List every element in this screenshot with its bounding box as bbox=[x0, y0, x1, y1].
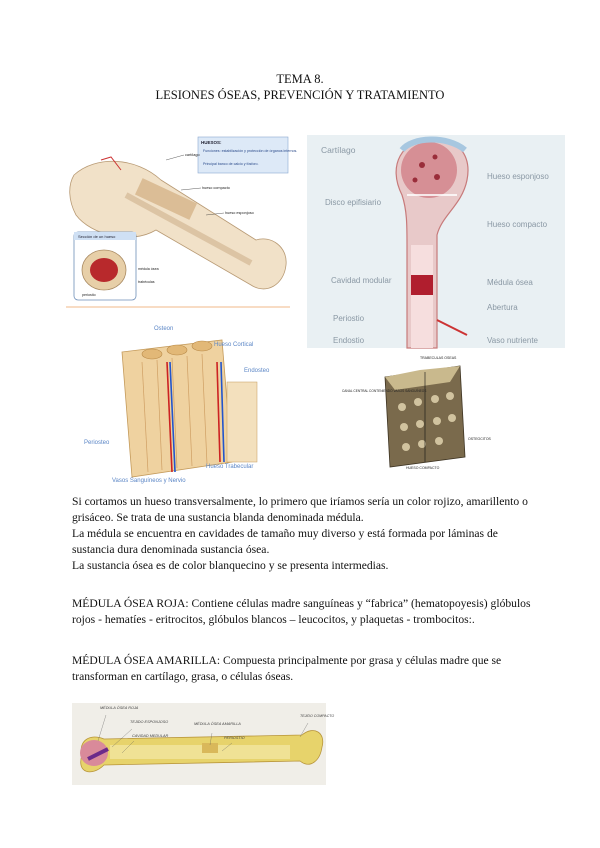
paragraph-sustancia-osea: La sustancia ósea es de color blanquecino y se presenta intermedias. bbox=[72, 559, 389, 572]
label-periostio: periostio bbox=[82, 293, 96, 297]
label-hueso-cortical: Hueso Cortical bbox=[214, 342, 254, 348]
label-hueso-esponjoso: hueso esponjoso bbox=[225, 211, 254, 215]
label-cavidad: Cavidad modular bbox=[331, 276, 392, 285]
legend-item-2: Principal banco de calcio y fósforo. bbox=[203, 162, 259, 166]
paragraph-medula-amarilla: MÉDULA ÓSEA AMARILLA: Compuesta principalmente por grasa y células madre que se transforman en cartílago, grasa, o células óseas. bbox=[72, 654, 502, 683]
label-periostio: PERIOSTIO bbox=[224, 736, 245, 740]
label-vasos: Vasos Sanguíneos y Nervio bbox=[112, 478, 186, 484]
page-title: TEMA 8. bbox=[276, 72, 324, 86]
osteon-diagram bbox=[82, 322, 272, 486]
label-disco: Disco epifisiario bbox=[325, 198, 382, 207]
label-top: TRABECULAS OSEAS bbox=[420, 356, 457, 360]
label-endosteo: Endosteo bbox=[244, 368, 270, 374]
label-hueso-compacto: hueso compacto bbox=[202, 186, 230, 190]
label-trabeculas: trabéculas bbox=[138, 280, 155, 284]
label-hueso-compacto: Hueso compacto bbox=[487, 220, 548, 229]
label-tejido-esponjoso: TEJIDO ESPONJOSO bbox=[130, 720, 169, 724]
label-vaso: Vaso nutriente bbox=[487, 336, 538, 345]
label-medula: Médula ósea bbox=[487, 278, 533, 287]
label-tejido-compacto: TEJIDO COMPACTO bbox=[300, 714, 335, 718]
legend-title: HUESOS: bbox=[201, 140, 222, 145]
label-abertura: Abertura bbox=[487, 303, 518, 312]
label-endostio: Endostio bbox=[333, 336, 365, 345]
label-medula: médula ósea bbox=[138, 267, 159, 271]
label-medula-amarilla: MÉDULA ÓSEA AMARILLA bbox=[194, 722, 241, 726]
paragraph-medula-roja: MÉDULA ÓSEA ROJA: Contiene células madre sanguíneas y “fabrica” (hematopoyesis) glóbulos rojos - hematíes - eritrocitos, glóbulos blancos – leucocitos, y plaquetas - trombocitos:. bbox=[72, 597, 531, 626]
legend-item-1: Funciones: estabilización y protección de órganos internos. bbox=[203, 149, 298, 153]
label-hueso-esponjoso: Hueso esponjoso bbox=[487, 172, 549, 181]
label-bottom: HUESO COMPACTO bbox=[406, 466, 440, 470]
label-med-roja: MÉDULA ÓSEA ROJA bbox=[100, 706, 139, 710]
label-periostio: Periostio bbox=[333, 314, 365, 323]
label-cartilago: cartílago bbox=[185, 153, 200, 157]
label-seccion: Sección de un hueso bbox=[78, 234, 116, 239]
label-cartilago: Cartílago bbox=[321, 145, 356, 155]
paragraph-medula-cavidades: La médula se encuentra en cavidades de tamaño muy diverso y está formada por láminas de sustancia dura denominada sustancia ósea. bbox=[72, 527, 498, 556]
bone-marrow-diagram bbox=[72, 703, 335, 785]
bone-section-illustration bbox=[66, 135, 298, 308]
compact-bone-block bbox=[340, 352, 500, 470]
label-osteon: Osteon bbox=[154, 326, 174, 332]
label-left: CANAL CENTRAL CONTENIENDO VASOS SANGUÍNEOS bbox=[342, 389, 427, 393]
long-bone-diagram bbox=[307, 135, 565, 348]
label-periosteo: Periosteo bbox=[84, 440, 110, 446]
body-text-block bbox=[72, 494, 532, 574]
label-right: OSTEOCITOS bbox=[468, 437, 491, 441]
label-cavidad: CAVIDAD MEDULAR bbox=[132, 734, 169, 738]
paragraph-medula-intro: Si cortamos un hueso transversalmente, lo primero que iríamos sería un color rojizo, amarillento o grisáceo. Se trata de una sustancia blanda denominada médula. bbox=[72, 495, 528, 524]
page-subtitle: LESIONES ÓSEAS, PREVENCIÓN Y TRATAMIENTO bbox=[155, 88, 445, 102]
label-hueso-trabecular: Hueso Trabecular bbox=[206, 464, 254, 470]
